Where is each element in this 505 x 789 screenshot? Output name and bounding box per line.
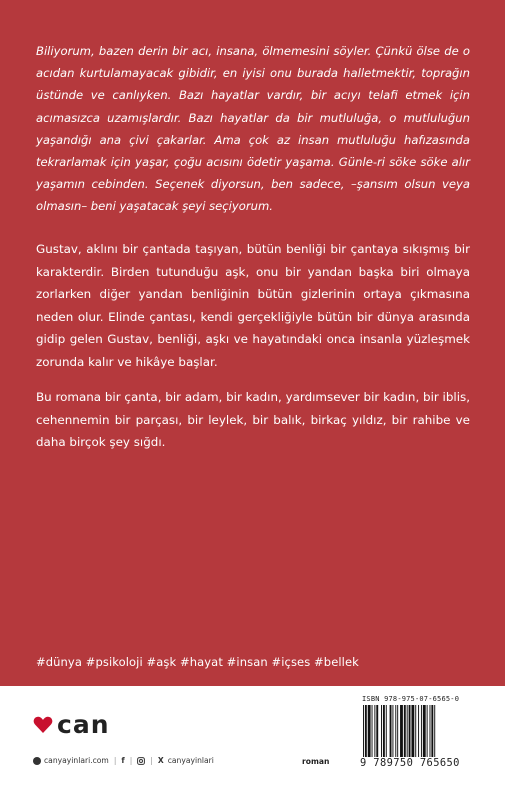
publisher-logo <box>33 712 110 737</box>
contents-paragraph: Bu romana bir çanta, bir adam, bir kadın, yardımsever bir kadın, bir iblis, cehennemin bir parçası, bir leylek, bir balık, birkaç yıldız, bir rahibe ve daha birçok şey sığdı. <box>36 390 470 450</box>
website-link[interactable]: canyayinlari.com <box>44 756 109 765</box>
barcode-number: 9 789750 765650 <box>360 757 460 769</box>
heart-icon <box>33 716 53 734</box>
genre-label: roman <box>302 757 330 766</box>
quote-paragraph: Biliyorum, bazen derin bir acı, insana, ölmemesini söyler. Çünkü ölse de o acıdan kurtulamayacak gibidir, en iyisi onu burada halletmektir, toprağın üstünde ve canlıyken. Bazı hayatlar vardır, bir acıyı telafi etmek için acımasızca uzamışlardır. Bazı hayatlar da bir mutluluğa, o mutluluğun yaşandığı ana çivi çakarlar. Ama çok az insan mutluluğu hafızasında tekrarlamak için yaşar, çoğu acısını ödetir yaşama. Günle-ri söke söke alır yaşamın cebinden. Seçenek diyorsun, ben sadece, –şansım olsun veya olmasın– beni yaşatacak şeyi seçiyorum. <box>36 44 470 214</box>
facebook-icon[interactable]: f <box>121 756 125 765</box>
globe-icon <box>33 757 41 765</box>
instagram-icon[interactable] <box>137 757 145 765</box>
isbn-label: ISBN 978-975-07-6565-0 <box>362 695 460 703</box>
summary-paragraph: Gustav, aklını bir çantada taşıyan, bütün benliği bir çantaya sıkışmış bir karakterdir. Birden tutunduğu aşk, onu bir yandan başka biri olmaya zorlarken diğer yandan benliğinin bütün gizlerinin ortaya çıkmasına neden olur. Elinde çantası, kendi gerçekliğiyle bütün bir dünya arasında gidip gelen Gustav, benliği, aşkı ve hayatındaki onca insanla yüzleşmek zorunda kalır ve hikâye başlar. <box>36 242 470 369</box>
publisher-links: canyayinlari.com | f | | X canyayinlari <box>33 756 214 765</box>
logo-wordmark: can <box>57 710 110 739</box>
x-twitter-icon[interactable]: X <box>157 756 164 765</box>
barcode-image <box>362 705 474 757</box>
twitter-handle[interactable]: canyayinlari <box>167 756 214 765</box>
hashtags: #dünya #psikoloji #aşk #hayat #insan #içses #bellek <box>36 655 359 669</box>
